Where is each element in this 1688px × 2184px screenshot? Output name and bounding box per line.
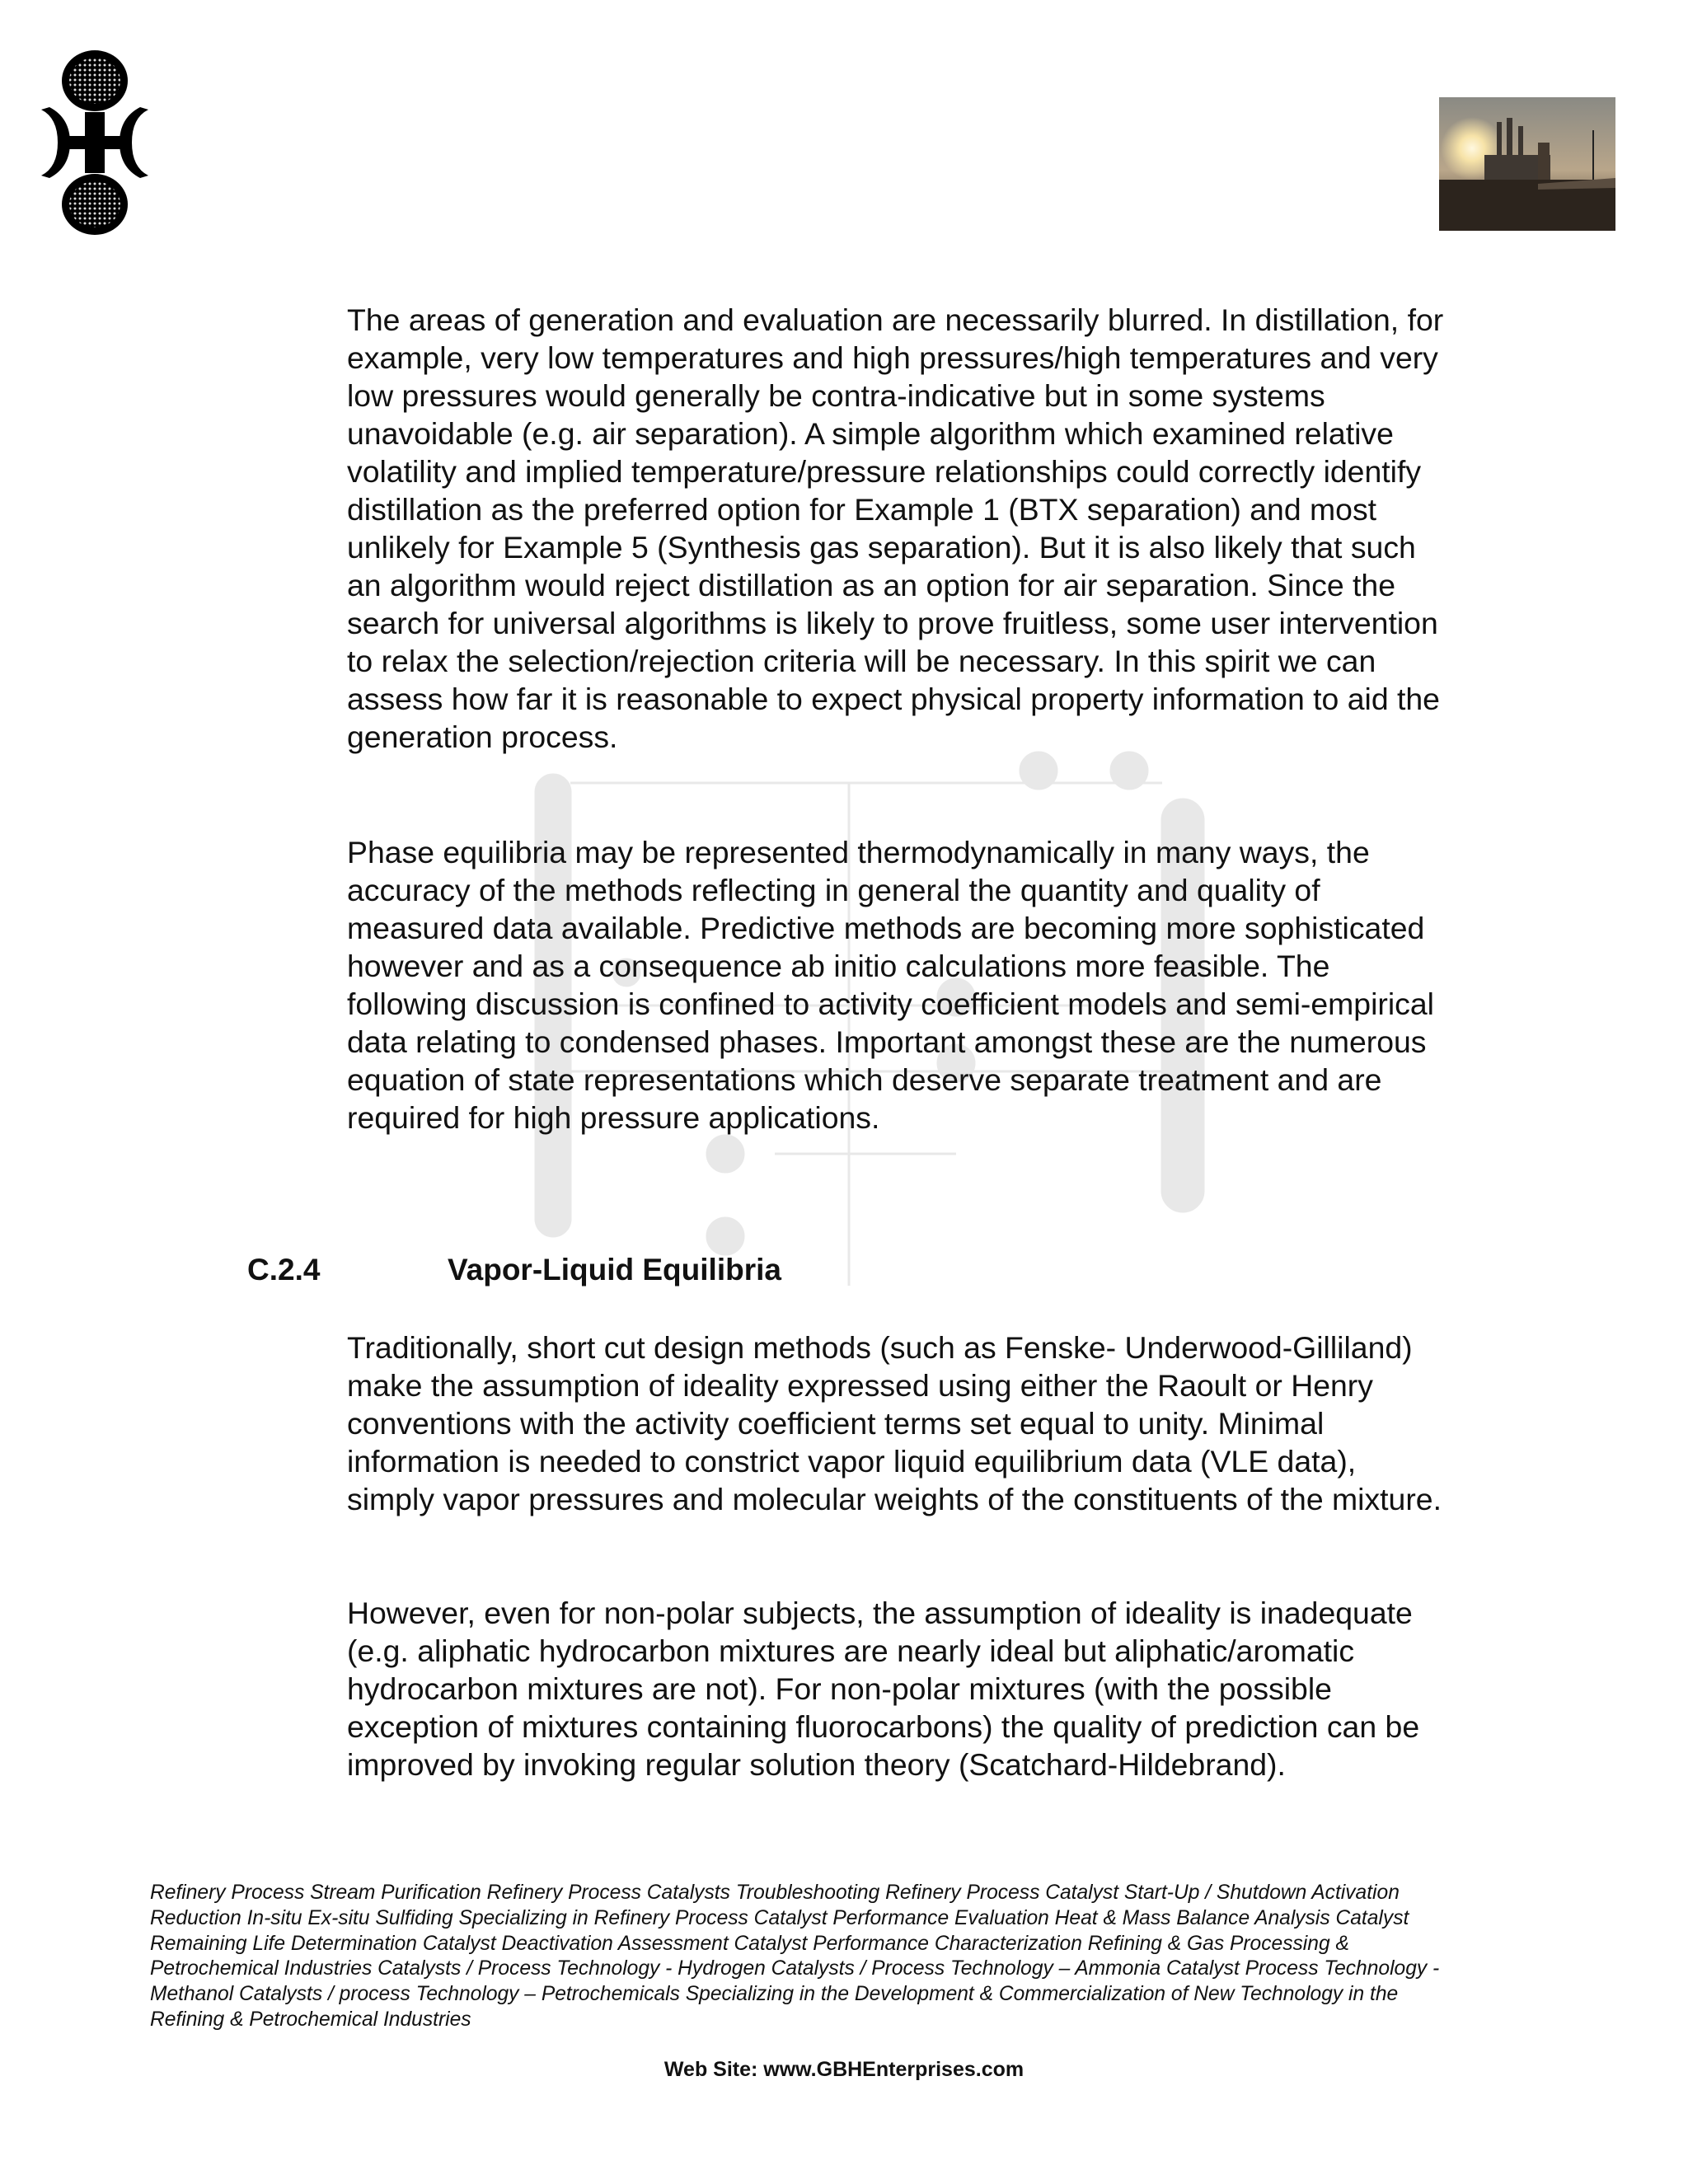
gbh-logo-icon [33, 48, 157, 237]
section-title: Vapor-Liquid Equilibria [448, 1253, 781, 1286]
body-paragraph-2: Phase equilibria may be represented thermodynamically in many ways, the accuracy of the methods reflecting in general the quantity and quality of measured data available. Predictive methods are becoming more sophisticated however and as a consequence ab initio calculations more feasible. The following discussion is confined to activity coefficient models and semi-empirical data relating to condensed phases. Important amongst these are the numerous equation of state representations which deserve separate treatment and are required for high pressure applications. [347, 835, 1434, 1135]
section-number: C.2.4 [247, 1253, 321, 1286]
footer-website: Web Site: www.GBHEnterprises.com [663, 2058, 1025, 2081]
body-paragraph-4: However, even for non-polar subjects, the assumption of ideality is inadequate (e.g. aliphatic hydrocarbon mixtures are nearly ideal but aliphatic/aromatic hydrocarbon mixtures are not). For non-polar mixtures (with the possible exception of mixtures containing fluorocarbons) the quality of prediction can be improved by invoking regular solution theory (Scatchard-Hildebrand). [347, 1596, 1420, 1782]
body-paragraph-1: The areas of generation and evaluation are necessarily blurred. In distillation, for example, very low temperatures and high pressures/high temperatures and very low pressures would generally be contra-indicative but in some systems unavoidable (e.g. air separation). A simple algorithm which examined relative volatility and implied temperature/pressure relationships could correctly identify distillation as the preferred option for Example 1 (BTX separation) and most unlikely for Example 5 (Synthesis gas separation). But it is also likely that such an algorithm would reject distillation as an option for air separation. Since the search for universal algorithms is likely to prove fruitless, some user intervention to relax the selection/rejection criteria will be necessary. In this spirit we can assess how far it is reasonable to expect physical property information to aid the generation process. [347, 302, 1444, 754]
body-paragraph-3: Traditionally, short cut design methods (such as Fenske- Underwood-Gilliland) make the assumption of ideality expressed using either the Raoult or Henry conventions with the activity coefficient terms set equal to unity. Minimal information is needed to constrict vapor liquid equilibrium data (VLE data), simply vapor pressures and molecular weights of the constituents of the mixture. [347, 1330, 1442, 1516]
refinery-photo-icon [1439, 97, 1615, 231]
footer-services: Refinery Process Stream Purification Refinery Process Catalysts Troubleshooting Refinery Process Catalyst Start-Up / Shutdown Activation Reduction In-situ Ex-situ Sulfiding Specializing in Refinery Process Catalyst Performance Evaluation Heat & Mass Balance Analysis Catalyst Remaining Life Determination Catalyst Deactivation Assessment Catalyst Performance Characterization Refining & Gas Processing & Petrochemical Industries Catalysts / Process Technology - Hydrogen Catalysts / Process Technology – Ammonia Catalyst Process Technology - Methanol Catalysts / process Technology – Petrochemicals Specializing in the Development & Commercialization of New Technology in the Refining & Petrochemical Industries [150, 1882, 1440, 2031]
